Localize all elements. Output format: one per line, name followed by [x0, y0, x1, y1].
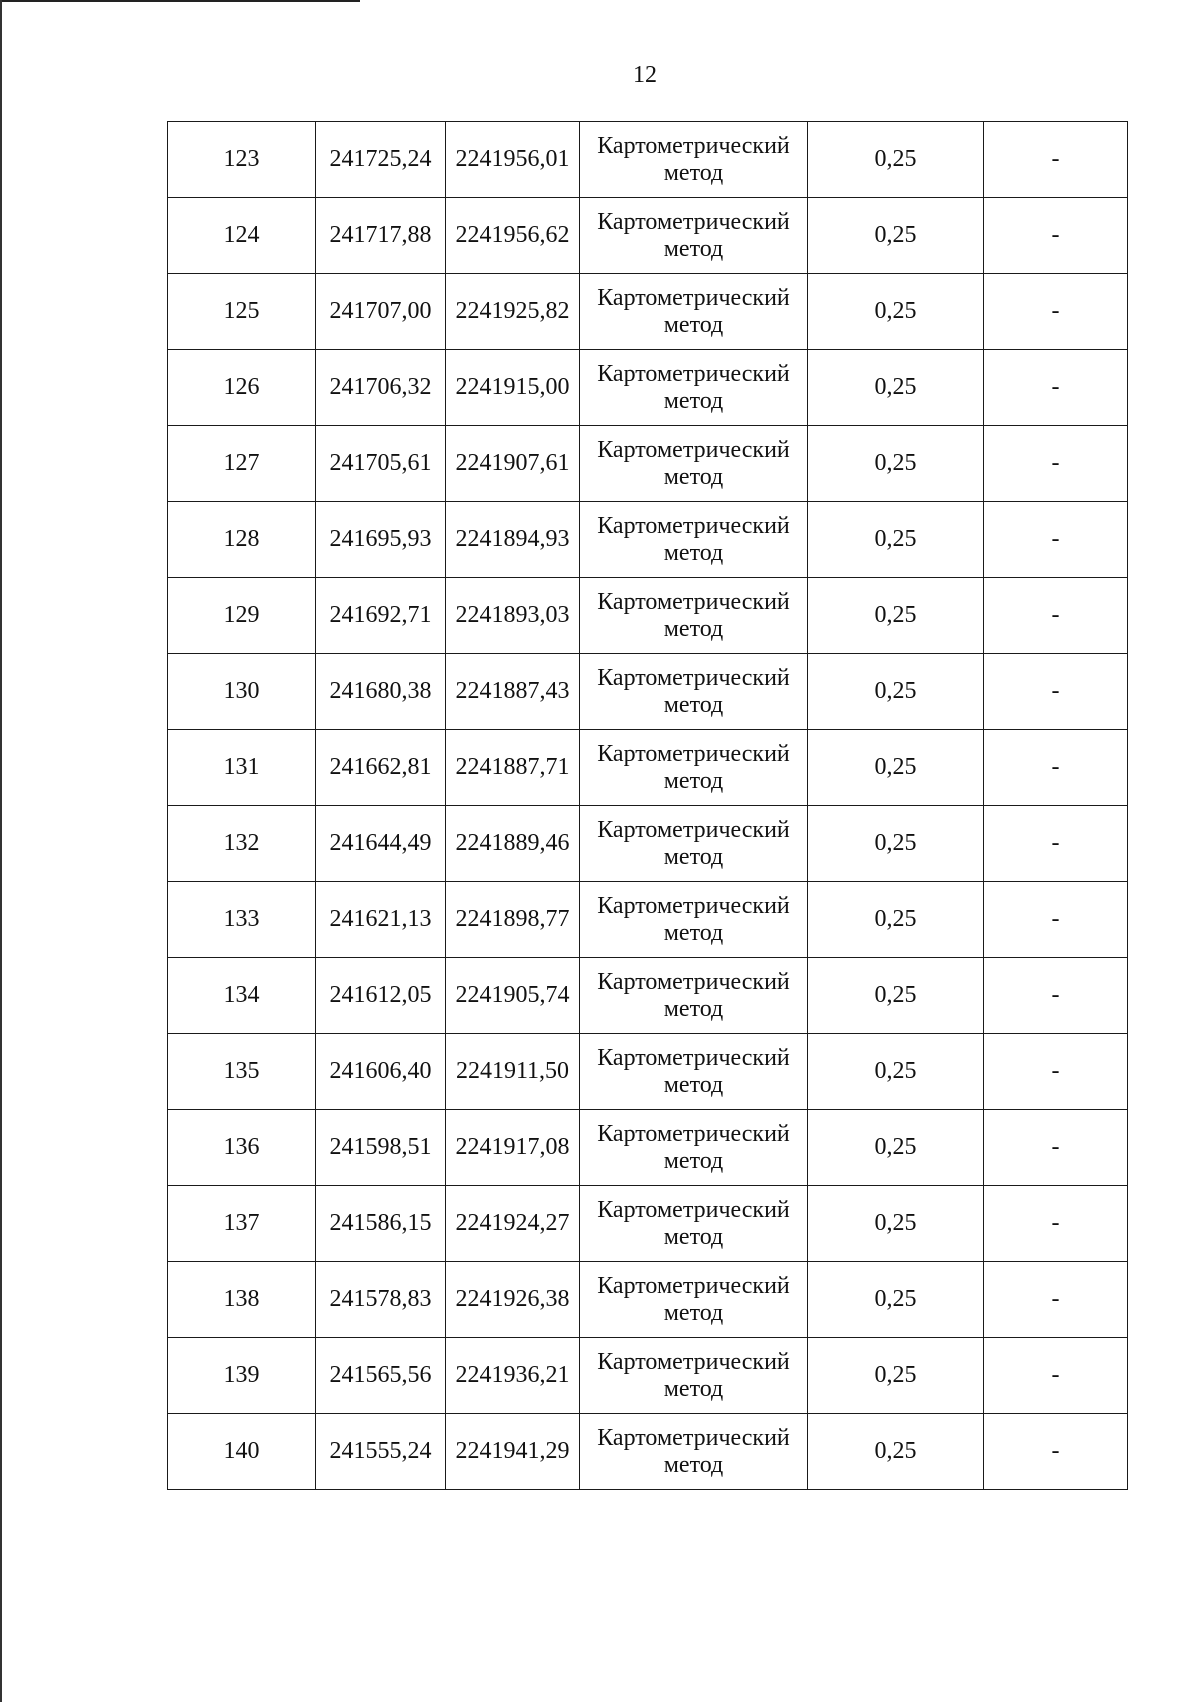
y-coordinate-cell: 2241926,38: [446, 1262, 580, 1338]
x-coordinate-cell: 241621,13: [316, 882, 446, 958]
method-line-2: метод: [663, 1223, 724, 1250]
point-number-cell: 138: [168, 1262, 316, 1338]
table-row: [168, 274, 1128, 350]
method-line-1: Картометрический: [597, 1348, 790, 1375]
method-line-2: метод: [663, 1375, 724, 1402]
x-coordinate-cell: 241565,56: [316, 1338, 446, 1414]
description-cell: -: [984, 1034, 1128, 1110]
table-row: [168, 198, 1128, 274]
x-coordinate-cell: 241606,40: [316, 1034, 446, 1110]
method-line-1: Картометрический: [597, 588, 790, 615]
x-coordinate-cell: 241662,81: [316, 730, 446, 806]
method-line-1: Картометрический: [597, 1272, 790, 1299]
method-cell: [580, 1262, 808, 1338]
point-number-cell: 140: [168, 1414, 316, 1490]
method-line-2: метод: [663, 995, 724, 1022]
table-row: [168, 1414, 1128, 1490]
point-number-cell: 134: [168, 958, 316, 1034]
method-cell: [580, 882, 808, 958]
method-line-2: метод: [663, 615, 724, 642]
accuracy-cell: 0,25: [808, 350, 984, 426]
y-coordinate-cell: 2241887,71: [446, 730, 580, 806]
point-number-cell: 128: [168, 502, 316, 578]
method-line-1: Картометрический: [597, 436, 790, 463]
x-coordinate-cell: 241598,51: [316, 1110, 446, 1186]
method-line-1: Картометрический: [597, 740, 790, 767]
method-line-2: метод: [663, 235, 724, 262]
x-coordinate-cell: 241717,88: [316, 198, 446, 274]
method-line-1: Картометрический: [597, 284, 790, 311]
point-number-cell: 135: [168, 1034, 316, 1110]
table-row: [168, 502, 1128, 578]
accuracy-cell: 0,25: [808, 274, 984, 350]
y-coordinate-cell: 2241911,50: [446, 1034, 580, 1110]
y-coordinate-cell: 2241925,82: [446, 274, 580, 350]
y-coordinate-cell: 2241956,62: [446, 198, 580, 274]
accuracy-cell: 0,25: [808, 882, 984, 958]
method-line-1: Картометрический: [597, 1196, 790, 1223]
y-coordinate-cell: 2241894,93: [446, 502, 580, 578]
x-coordinate-cell: 241555,24: [316, 1414, 446, 1490]
method-cell: [580, 426, 808, 502]
method-cell: [580, 1034, 808, 1110]
table-row: [168, 654, 1128, 730]
table-row: [168, 578, 1128, 654]
point-number-cell: 136: [168, 1110, 316, 1186]
table-row: [168, 882, 1128, 958]
method-line-1: Картометрический: [597, 1120, 790, 1147]
x-coordinate-cell: 241725,24: [316, 122, 446, 198]
method-cell: [580, 1110, 808, 1186]
method-line-1: Картометрический: [597, 1424, 790, 1451]
method-line-2: метод: [663, 919, 724, 946]
accuracy-cell: 0,25: [808, 806, 984, 882]
method-line-2: метод: [663, 843, 724, 870]
table-row: [168, 806, 1128, 882]
method-cell: [580, 654, 808, 730]
table-row: [168, 1186, 1128, 1262]
method-line-1: Картометрический: [597, 132, 790, 159]
accuracy-cell: 0,25: [808, 502, 984, 578]
description-cell: -: [984, 578, 1128, 654]
method-line-2: метод: [663, 539, 724, 566]
method-line-1: Картометрический: [597, 512, 790, 539]
accuracy-cell: 0,25: [808, 1338, 984, 1414]
point-number-cell: 139: [168, 1338, 316, 1414]
y-coordinate-cell: 2241887,43: [446, 654, 580, 730]
table-row: [168, 958, 1128, 1034]
method-line-2: метод: [663, 691, 724, 718]
method-line-2: метод: [663, 1451, 724, 1478]
y-coordinate-cell: 2241889,46: [446, 806, 580, 882]
table-row: [168, 1262, 1128, 1338]
x-coordinate-cell: 241695,93: [316, 502, 446, 578]
method-line-2: метод: [663, 767, 724, 794]
description-cell: -: [984, 1110, 1128, 1186]
accuracy-cell: 0,25: [808, 1414, 984, 1490]
method-line-2: метод: [663, 1071, 724, 1098]
description-cell: -: [984, 502, 1128, 578]
y-coordinate-cell: 2241941,29: [446, 1414, 580, 1490]
accuracy-cell: 0,25: [808, 122, 984, 198]
description-cell: -: [984, 1262, 1128, 1338]
description-cell: -: [984, 350, 1128, 426]
description-cell: -: [984, 1186, 1128, 1262]
method-line-2: метод: [663, 1147, 724, 1174]
accuracy-cell: 0,25: [808, 426, 984, 502]
method-line-2: метод: [663, 463, 724, 490]
method-cell: [580, 806, 808, 882]
point-number-cell: 124: [168, 198, 316, 274]
point-number-cell: 137: [168, 1186, 316, 1262]
method-cell: [580, 1338, 808, 1414]
method-cell: [580, 730, 808, 806]
table-row: [168, 1338, 1128, 1414]
x-coordinate-cell: 241612,05: [316, 958, 446, 1034]
description-cell: -: [984, 730, 1128, 806]
point-number-cell: 132: [168, 806, 316, 882]
accuracy-cell: 0,25: [808, 730, 984, 806]
description-cell: -: [984, 1414, 1128, 1490]
page-number: 12: [633, 62, 657, 88]
method-line-2: метод: [663, 387, 724, 414]
method-line-1: Картометрический: [597, 208, 790, 235]
point-number-cell: 123: [168, 122, 316, 198]
method-line-1: Картометрический: [597, 360, 790, 387]
method-cell: [580, 274, 808, 350]
method-cell: [580, 350, 808, 426]
point-number-cell: 127: [168, 426, 316, 502]
description-cell: -: [984, 654, 1128, 730]
point-number-cell: 129: [168, 578, 316, 654]
coordinates-table-body: [168, 122, 1128, 1490]
method-cell: [580, 122, 808, 198]
method-cell: [580, 502, 808, 578]
accuracy-cell: 0,25: [808, 958, 984, 1034]
scan-edge-left: [0, 0, 2, 1702]
y-coordinate-cell: 2241893,03: [446, 578, 580, 654]
method-line-1: Картометрический: [597, 1044, 790, 1071]
method-line-2: метод: [663, 311, 724, 338]
point-number-cell: 126: [168, 350, 316, 426]
table-row: [168, 1034, 1128, 1110]
method-cell: [580, 198, 808, 274]
method-line-2: метод: [663, 1299, 724, 1326]
method-line-1: Картометрический: [597, 968, 790, 995]
x-coordinate-cell: 241586,15: [316, 1186, 446, 1262]
accuracy-cell: 0,25: [808, 1186, 984, 1262]
method-line-1: Картометрический: [597, 892, 790, 919]
y-coordinate-cell: 2241907,61: [446, 426, 580, 502]
method-line-1: Картометрический: [597, 816, 790, 843]
point-number-cell: 130: [168, 654, 316, 730]
x-coordinate-cell: 241644,49: [316, 806, 446, 882]
description-cell: -: [984, 122, 1128, 198]
table-row: [168, 1110, 1128, 1186]
method-cell: [580, 1186, 808, 1262]
x-coordinate-cell: 241692,71: [316, 578, 446, 654]
description-cell: -: [984, 1338, 1128, 1414]
accuracy-cell: 0,25: [808, 1262, 984, 1338]
x-coordinate-cell: 241578,83: [316, 1262, 446, 1338]
accuracy-cell: 0,25: [808, 578, 984, 654]
table-row: [168, 426, 1128, 502]
y-coordinate-cell: 2241924,27: [446, 1186, 580, 1262]
x-coordinate-cell: 241707,00: [316, 274, 446, 350]
description-cell: -: [984, 958, 1128, 1034]
description-cell: -: [984, 274, 1128, 350]
accuracy-cell: 0,25: [808, 654, 984, 730]
point-number-cell: 131: [168, 730, 316, 806]
y-coordinate-cell: 2241905,74: [446, 958, 580, 1034]
description-cell: -: [984, 882, 1128, 958]
description-cell: -: [984, 806, 1128, 882]
point-number-cell: 133: [168, 882, 316, 958]
method-cell: [580, 958, 808, 1034]
method-cell: [580, 1414, 808, 1490]
y-coordinate-cell: 2241917,08: [446, 1110, 580, 1186]
table-row: [168, 350, 1128, 426]
description-cell: -: [984, 426, 1128, 502]
y-coordinate-cell: 2241936,21: [446, 1338, 580, 1414]
point-number-cell: 125: [168, 274, 316, 350]
y-coordinate-cell: 2241915,00: [446, 350, 580, 426]
description-cell: -: [984, 198, 1128, 274]
coordinates-table: [167, 121, 1128, 1490]
table-row: [168, 730, 1128, 806]
x-coordinate-cell: 241706,32: [316, 350, 446, 426]
method-line-2: метод: [663, 159, 724, 186]
method-cell: [580, 578, 808, 654]
y-coordinate-cell: 2241898,77: [446, 882, 580, 958]
accuracy-cell: 0,25: [808, 198, 984, 274]
x-coordinate-cell: 241680,38: [316, 654, 446, 730]
y-coordinate-cell: 2241956,01: [446, 122, 580, 198]
method-line-1: Картометрический: [597, 664, 790, 691]
x-coordinate-cell: 241705,61: [316, 426, 446, 502]
accuracy-cell: 0,25: [808, 1110, 984, 1186]
table-row: [168, 122, 1128, 198]
scan-edge-top: [0, 0, 360, 2]
accuracy-cell: 0,25: [808, 1034, 984, 1110]
